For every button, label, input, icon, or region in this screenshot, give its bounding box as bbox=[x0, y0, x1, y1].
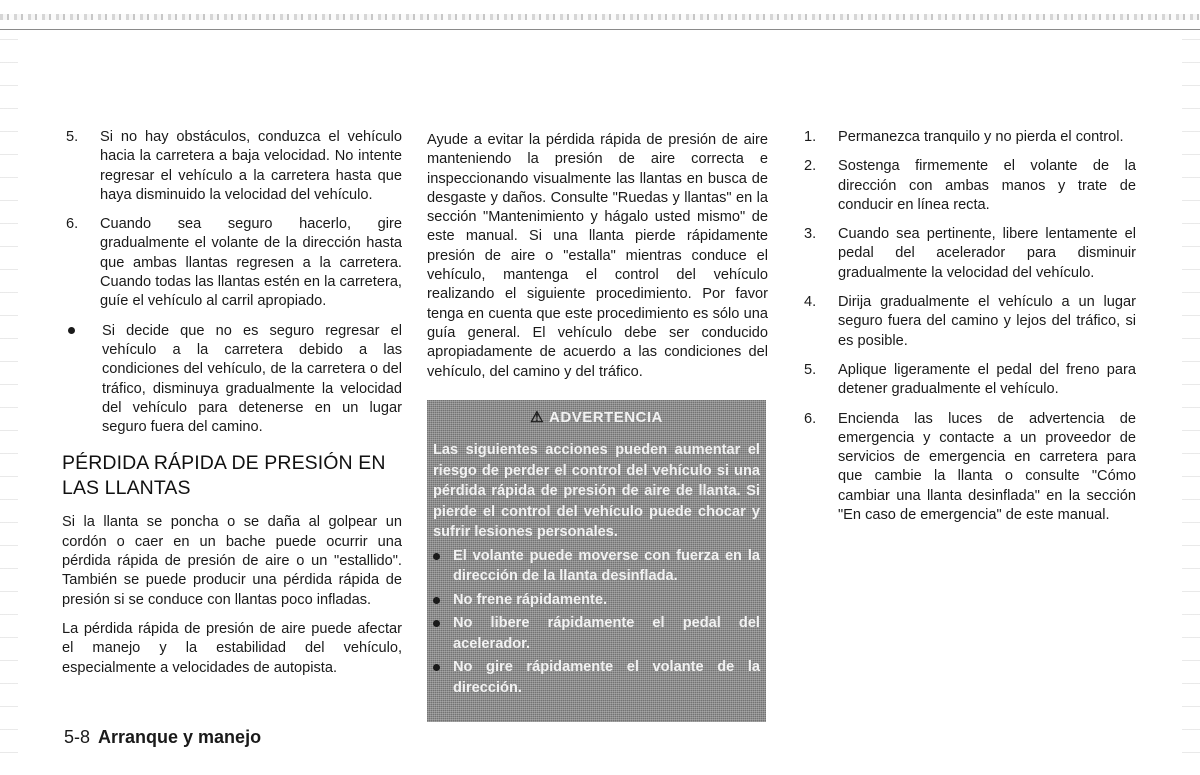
paragraph: La pérdida rápida de presión de aire puede afectar el manejo y la estabilidad del vehículo, especialmente a velocidades de autopista. bbox=[62, 620, 402, 676]
column-middle bbox=[427, 131, 768, 722]
warning-item-text: El volante puede moverse con fuerza en la dirección de la llanta desinflada. bbox=[453, 547, 760, 585]
item-number: 6. bbox=[804, 410, 817, 427]
bullet-icon bbox=[433, 657, 453, 698]
item-number: 4. bbox=[804, 294, 817, 311]
warning-icon: ⚠ bbox=[530, 408, 545, 426]
paragraph: Ayude a evitar la pérdida rápida de presión de aire manteniendo la presión de aire correcta e inspeccionando visualmente las llantas en busca de desgaste y daños. Consulte "Ruedas y llantas" en la sección "Mantenimiento y hágalo usted mismo" de este manual. Si una llanta pierde rápidamente presión de aire o "estalla" mientras conduce el vehículo, mantenga el control del vehículo realizando el siguiente procedimiento. Por favor tenga en cuenta que este procedimiento es sólo una guía general. El vehículo debe ser conducido apropiadamente de acuerdo a las condiciones del vehículo, del camino y del tráfico. bbox=[427, 132, 768, 380]
header-rule bbox=[0, 29, 1200, 30]
footer-section-title: Arranque y manejo bbox=[98, 727, 262, 747]
warning-box bbox=[427, 400, 766, 722]
list-item bbox=[62, 215, 402, 311]
item-number: 1. bbox=[804, 129, 817, 145]
warning-item-text: No gire rápidamente el volante de la dirección. bbox=[453, 659, 760, 696]
page-footer bbox=[64, 727, 261, 748]
warning-item bbox=[433, 657, 760, 698]
list-item bbox=[800, 157, 1136, 215]
item-number: 6. bbox=[66, 216, 79, 233]
paragraph: Si la llanta se poncha o se daña al golpear un cordón o caer en un bache puede ocurrir una pérdida rápida de presión de aire o un "estallido". También se puede producir una pérdida rápida de presión si se conduce con llantas poco infladas. bbox=[62, 514, 402, 608]
bullet-icon bbox=[433, 546, 453, 587]
column-left bbox=[62, 128, 402, 688]
list-item bbox=[800, 225, 1136, 283]
bullet-icon bbox=[433, 590, 453, 611]
list-item bbox=[62, 128, 402, 205]
scan-top-border bbox=[0, 14, 1200, 20]
item-text: Encienda las luces de advertencia de emergencia y contacte a un proveedor de servicios de emergencia en carretera para que cambie la llanta o consulte "Cómo cambiar una llanta desinflada" en la sección "En caso de emergencia" de este manual. bbox=[838, 410, 1136, 524]
warning-item bbox=[433, 613, 760, 654]
item-number: 3. bbox=[804, 226, 817, 243]
item-text: Cuando sea seguro hacerlo, gire gradualmente el volante de la dirección hasta que ambas llantas regresen a la carretera. Cuando todas las llantas estén en la carretera, guíe el vehículo al carril apropiado. bbox=[100, 216, 402, 310]
bullet-item bbox=[62, 322, 402, 438]
item-number: 2. bbox=[804, 158, 817, 175]
item-text: Cuando sea pertinente, libere lentamente el pedal del acelerador para disminuir gradualmente la velocidad del vehículo. bbox=[838, 226, 1136, 281]
warning-item-text: No frene rápidamente. bbox=[453, 591, 608, 608]
bullet-icon bbox=[62, 322, 102, 438]
list-item bbox=[800, 128, 1136, 147]
item-text: Si no hay obstáculos, conduzca el vehículo hacia la carretera a baja velocidad. No intente regresar el vehículo a la carretera hasta que haya disminuido la velocidad del vehículo. bbox=[100, 129, 402, 203]
column-right bbox=[800, 128, 1136, 535]
item-number: 5. bbox=[804, 361, 817, 378]
scan-right-edge bbox=[1182, 30, 1200, 775]
item-number: 5. bbox=[66, 129, 79, 145]
list-item bbox=[800, 361, 1136, 400]
warning-item-text: No libere rápidamente el pedal del acelerador. bbox=[453, 615, 760, 652]
warning-title bbox=[433, 408, 760, 429]
item-text: Permanezca tranquilo y no pierda el control. bbox=[838, 129, 1124, 145]
bullet-text: Si decide que no es seguro regresar el vehículo a la carretera debido a las condiciones del vehículo, de la carretera o del tráfico, disminuya gradualmente la velocidad del vehículo para detenerse en un lugar seguro fuera del camino. bbox=[102, 322, 402, 436]
warning-title-text: ADVERTENCIA bbox=[549, 408, 663, 426]
list-item bbox=[800, 293, 1136, 351]
bullet-icon bbox=[433, 613, 453, 654]
warning-intro: Las siguientes acciones pueden aumentar el riesgo de perder el control del vehículo si una pérdida rápida de presión de aire de llanta. Si pierde el control del vehículo puede chocar y sufrir lesiones personales. bbox=[433, 442, 760, 541]
scan-left-edge bbox=[0, 30, 18, 775]
warning-item bbox=[433, 590, 760, 611]
warning-item bbox=[433, 546, 760, 587]
item-text: Sostenga firmemente el volante de la dirección con ambas manos y trate de conducir en línea recta. bbox=[838, 158, 1136, 213]
item-text: Aplique ligeramente el pedal del freno para detener gradualmente el vehículo. bbox=[838, 361, 1136, 398]
item-text: Dirija gradualmente el vehículo a un lugar seguro fuera del camino y lejos del tráfico, si es posible. bbox=[838, 294, 1136, 349]
page-number: 5-8 bbox=[64, 727, 91, 747]
section-heading: PÉRDIDA RÁPIDA DE PRESIÓN EN LAS LLANTAS bbox=[62, 452, 386, 500]
list-item bbox=[800, 410, 1136, 526]
